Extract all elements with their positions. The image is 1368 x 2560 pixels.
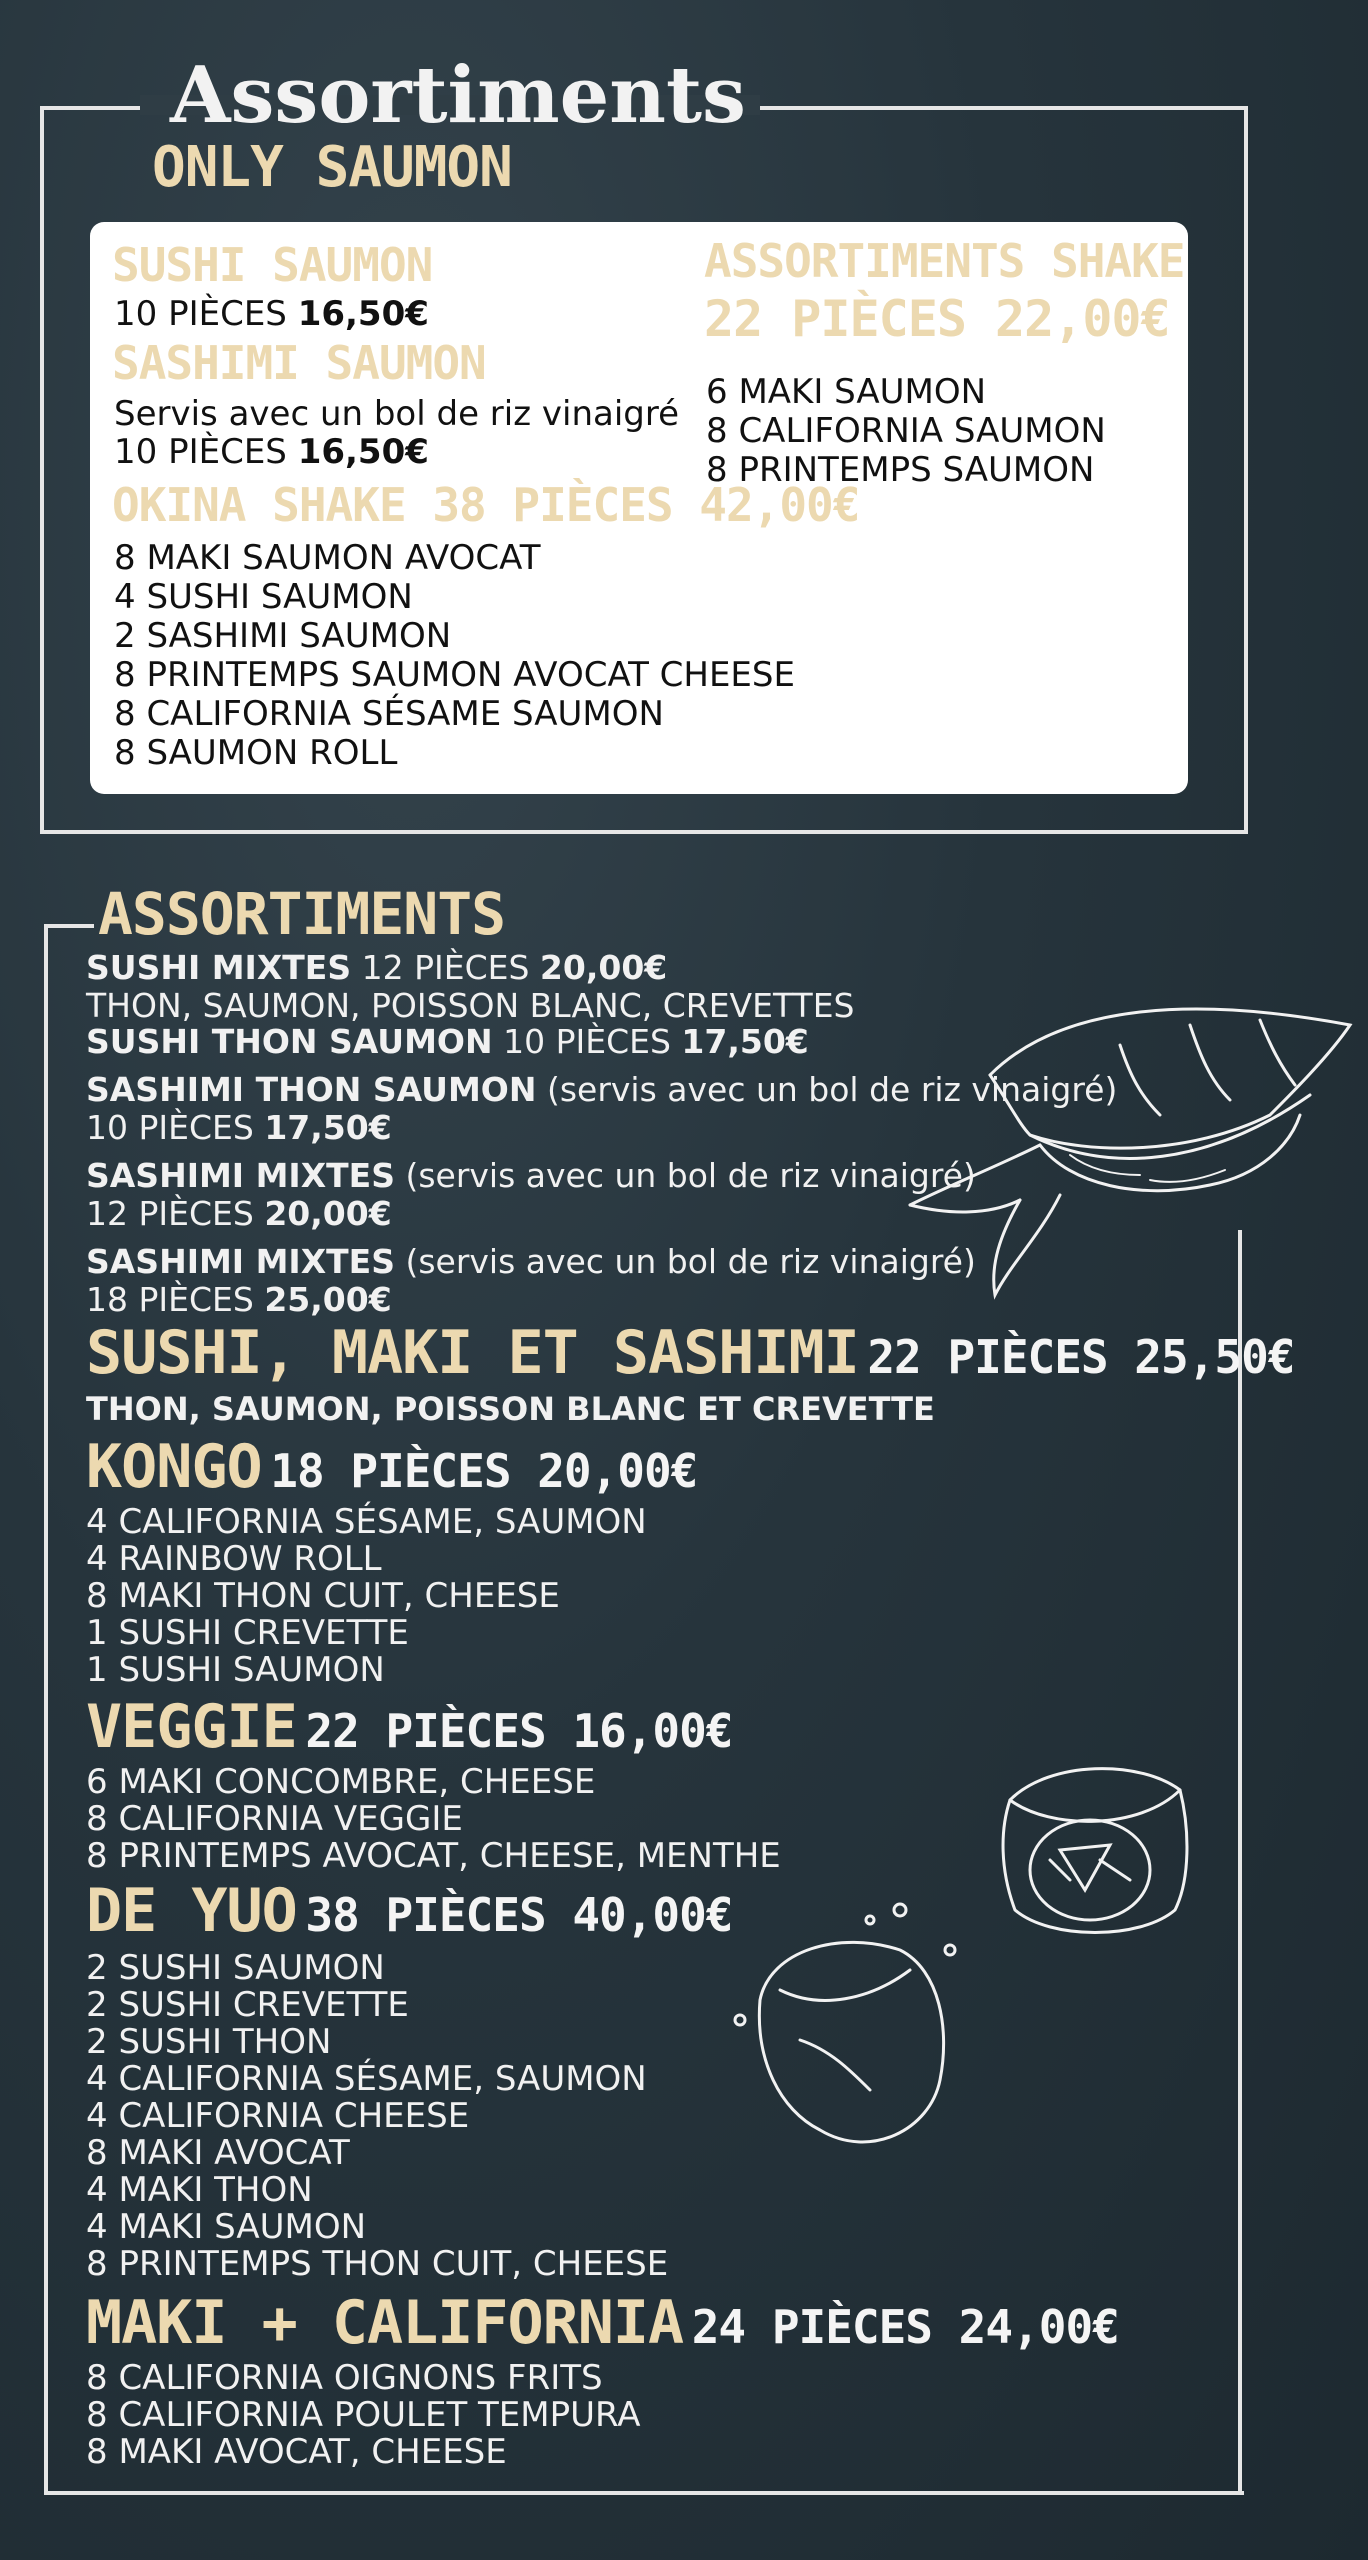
sashimi-mixtes-12-price: 12 PIÈCES 20,00€ (86, 1194, 392, 1233)
shake-price: 22 PIÈCES 22,00€ (704, 290, 1170, 348)
sushi-saumon-title: SUSHI SAUMON (112, 238, 433, 292)
de-yuo-heading: DE YUO 38 PIÈCES 40,00€ (86, 1876, 733, 1946)
sushi-mixtes-line: SUSHI MIXTES 12 PIÈCES 20,00€ (86, 948, 668, 987)
de-yuo-item: 4 CALIFORNIA SÉSAME, SAUMON (86, 2059, 647, 2099)
de-yuo-item: 4 MAKI THON (86, 2170, 313, 2210)
page-subtitle: ONLY SAUMON (152, 135, 512, 200)
sushi-maki-sashimi-heading: SUSHI, MAKI ET SASHIMI 22 PIÈCES 25,50€ (86, 1318, 1295, 1388)
kongo-item: 1 SUSHI CREVETTE (86, 1613, 409, 1653)
sashimi-saumon-note: Servis avec un bol de riz vinaigré (114, 394, 680, 434)
maki-california-item: 8 CALIFORNIA POULET TEMPURA (86, 2395, 641, 2435)
kongo-item: 8 MAKI THON CUIT, CHEESE (86, 1576, 560, 1616)
bottom-frame-top-edge (44, 924, 94, 928)
veggie-item: 8 PRINTEMPS AVOCAT, CHEESE, MENTHE (86, 1836, 781, 1876)
bottom-frame-right-edge (1238, 1230, 1242, 2495)
okina-item: 8 CALIFORNIA SÉSAME SAUMON (114, 694, 664, 734)
nigiri-sushi-icon (890, 985, 1360, 1305)
sushi-maki-sashimi-desc: THON, SAUMON, POISSON BLANC ET CREVETTE (86, 1390, 935, 1428)
okina-item: 4 SUSHI SAUMON (114, 577, 413, 617)
sashimi-saumon-price-line: 10 PIÈCES 16,50€ (114, 432, 429, 472)
sashimi-thon-saumon-price: 10 PIÈCES 17,50€ (86, 1108, 392, 1147)
sashimi-mixtes-18-price: 18 PIÈCES 25,00€ (86, 1280, 392, 1319)
sushi-mixtes-desc: THON, SAUMON, POISSON BLANC, CREVETTES (86, 986, 855, 1025)
de-yuo-item: 4 MAKI SAUMON (86, 2207, 367, 2247)
page-title: Assortiments (170, 50, 746, 141)
sashimi-thon-saumon-line: SASHIMI THON SAUMON (servis avec un bol de riz vinaigré) (86, 1070, 1118, 1109)
veggie-item: 8 CALIFORNIA VEGGIE (86, 1799, 463, 1839)
kongo-item: 4 RAINBOW ROLL (86, 1539, 382, 1579)
sushi-saumon-price-line: 10 PIÈCES 16,50€ (114, 294, 429, 334)
shake-item: 8 PRINTEMPS SAUMON (706, 450, 1095, 490)
sushi-piece-icon (720, 1890, 980, 2170)
maki-california-item: 8 MAKI AVOCAT, CHEESE (86, 2432, 507, 2472)
okina-item: 8 PRINTEMPS SAUMON AVOCAT CHEESE (114, 655, 795, 695)
maki-roll-icon (990, 1740, 1200, 1950)
shake-item: 6 MAKI SAUMON (706, 372, 987, 412)
okina-item: 8 MAKI SAUMON AVOCAT (114, 538, 541, 578)
de-yuo-item: 8 MAKI AVOCAT (86, 2133, 350, 2173)
veggie-heading: VEGGIE 22 PIÈCES 16,00€ (86, 1692, 733, 1762)
shake-item: 8 CALIFORNIA SAUMON (706, 411, 1106, 451)
shake-title: ASSORTIMENTS SHAKE (704, 234, 1185, 288)
kongo-item: 4 CALIFORNIA SÉSAME, SAUMON (86, 1502, 647, 1542)
sashimi-saumon-title: SASHIMI SAUMON (112, 336, 486, 390)
de-yuo-item: 8 PRINTEMPS THON CUIT, CHEESE (86, 2244, 669, 2284)
maki-california-item: 8 CALIFORNIA OIGNONS FRITS (86, 2358, 603, 2398)
okina-item: 8 SAUMON ROLL (114, 733, 398, 773)
de-yuo-item: 2 SUSHI THON (86, 2022, 332, 2062)
sashimi-mixtes-12-line: SASHIMI MIXTES (servis avec un bol de riz vinaigré) (86, 1156, 976, 1195)
maki-california-heading: MAKI + CALIFORNIA 24 PIÈCES 24,00€ (86, 2288, 1119, 2358)
sushi-thon-saumon-line: SUSHI THON SAUMON 10 PIÈCES 17,50€ (86, 1022, 809, 1061)
only-saumon-card (90, 222, 1188, 794)
kongo-heading: KONGO 18 PIÈCES 20,00€ (86, 1432, 698, 1502)
okina-title: OKINA SHAKE 38 PIÈCES 42,00€ (112, 478, 860, 532)
sashimi-mixtes-18-line: SASHIMI MIXTES (servis avec un bol de riz vinaigré) (86, 1242, 976, 1281)
okina-item: 2 SASHIMI SAUMON (114, 616, 452, 656)
de-yuo-item: 2 SUSHI CREVETTE (86, 1985, 409, 2025)
assortiments-title: ASSORTIMENTS (98, 880, 506, 948)
de-yuo-item: 4 CALIFORNIA CHEESE (86, 2096, 470, 2136)
de-yuo-item: 2 SUSHI SAUMON (86, 1948, 385, 1988)
kongo-item: 1 SUSHI SAUMON (86, 1650, 385, 1690)
veggie-item: 6 MAKI CONCOMBRE, CHEESE (86, 1762, 596, 1802)
